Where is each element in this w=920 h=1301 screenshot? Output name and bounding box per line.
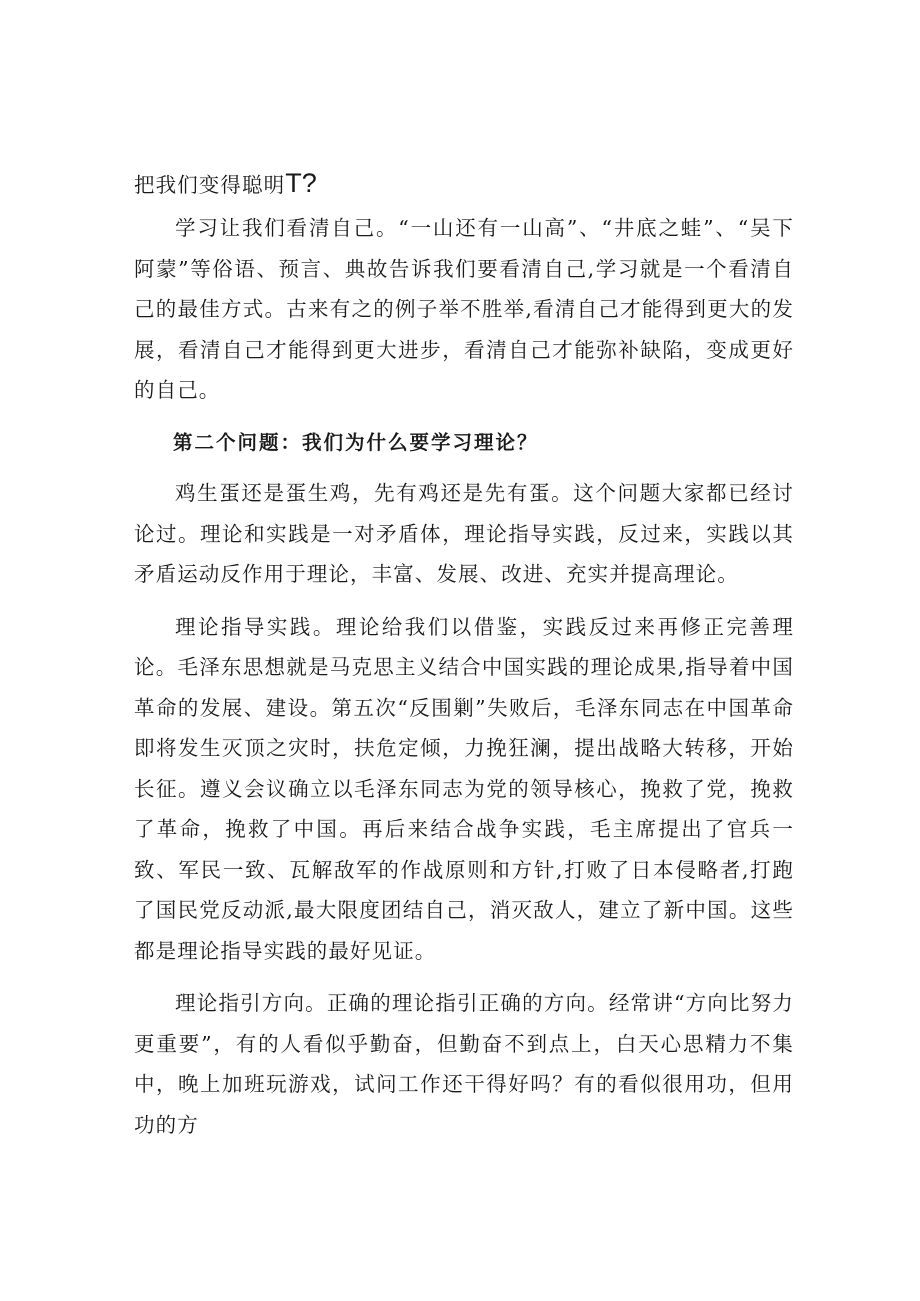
paragraph-theory-direction: 理论指引方向。正确的理论指引正确的方向。经常讲“方向比努力更重要”，有的人看似乎勤奋，但勤奋不到点上，白天心思精力不集中，晚上加班玩游戏，试问工作还干得好吗？有的看似很用功，但用功的方 bbox=[134, 991, 794, 1137]
continuation-tail: T? bbox=[285, 168, 317, 198]
continuation-text: 把我们变得聪明 bbox=[134, 173, 286, 197]
section-heading: 第二个问题：我们为什么要学习理论？ bbox=[173, 430, 539, 454]
continuation-line bbox=[134, 163, 794, 205]
paragraph-theory-guides-practice: 理论指导实践。理论给我们以借鉴，实践反过来再修正完善理论。毛泽东思想就是马克思主义结合中国实践的理论成果,指导着中国革命的发展、建设。第五次“反围剿”失败后，毛泽东同志在中国革命即将发生灭顶之灾时，扶危定倾，力挽狂澜，提出战略大转移，开始长征。遵义会议确立以毛泽东同志为党的领导核心，挽救了党，挽救了革命，挽救了中国。再后来结合战争实践，毛主席提出了官兵一致、军民一致、瓦解敌军的作战原则和方针,打败了日本侵略者,打跑了国民党反动派,最大限度团结自己，消灭敌人，建立了新中国。这些都是理论指导实践的最好见证。 bbox=[134, 614, 794, 963]
paragraph-chicken-egg: 鸡生蛋还是蛋生鸡，先有鸡还是先有蛋。这个问题大家都已经讨论过。理论和实践是一对矛盾体，理论指导实践，反过来，实践以其矛盾运动反作用于理论，丰富、发展、改进、充实并提高理论。 bbox=[134, 481, 794, 586]
document-body bbox=[134, 163, 794, 1157]
paragraph-self-awareness: 学习让我们看清自己。“一山还有一山高”、“井底之蛙”、“吴下阿蒙”等俗语、预言、典故告诉我们要看清自己,学习就是一个看清自己的最佳方式。古来有之的例子举不胜举,看清自己才能得到更大的发展，看清自己才能得到更大进步，看清自己才能弥补缺陷，变成更好的自己。 bbox=[134, 216, 794, 402]
